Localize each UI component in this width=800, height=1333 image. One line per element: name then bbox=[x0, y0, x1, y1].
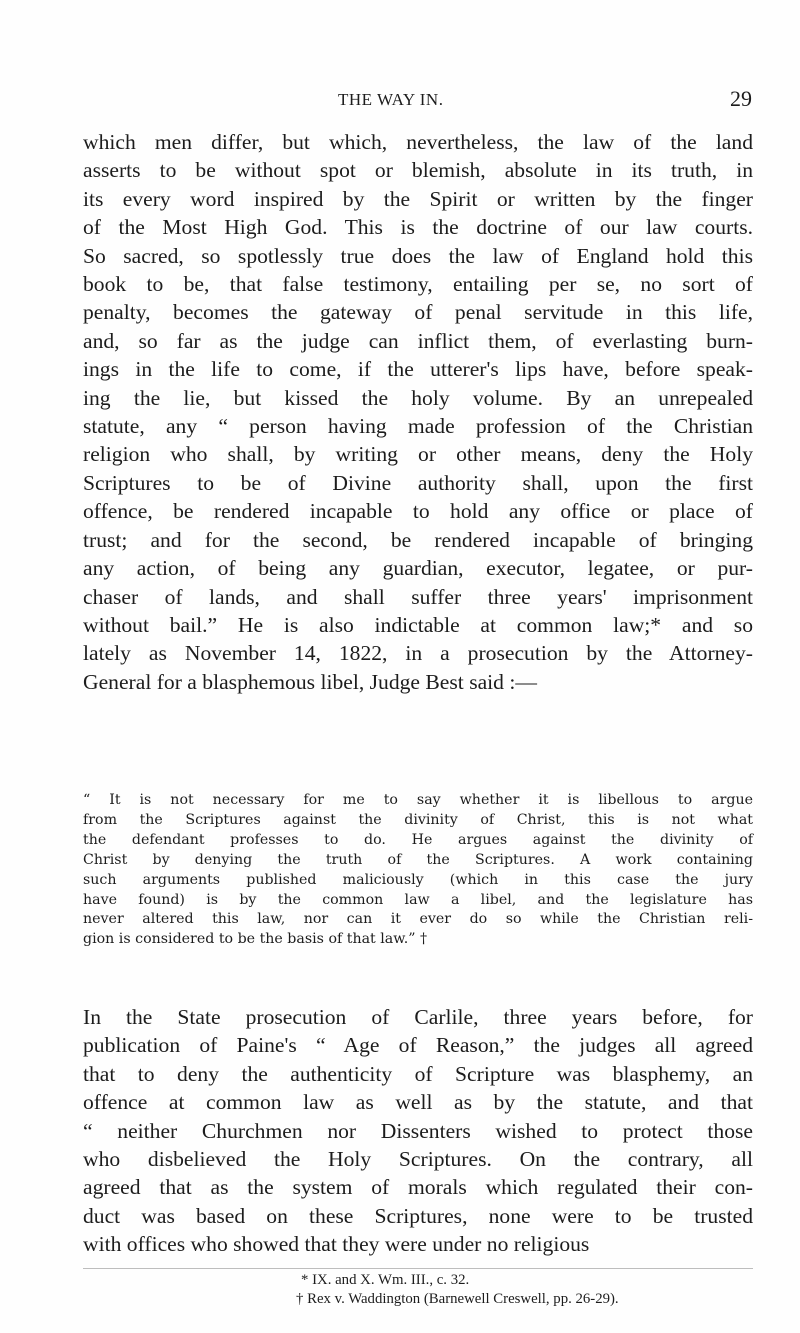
text-line: ing the lie, but kissed the holy volume. By an unrepealed bbox=[83, 385, 753, 410]
text-line: who disbelieved the Holy Scriptures. On the contrary, all bbox=[83, 1147, 753, 1172]
text-line: book to be, that false testimony, entailing per se, no sort of bbox=[83, 272, 753, 297]
text-line: lately as November 14, 1822, in a prosecution by the Attorney- bbox=[83, 641, 753, 666]
quote-line: such arguments published maliciously (which in this case the jury bbox=[83, 871, 753, 888]
block-quote bbox=[83, 791, 753, 950]
text-line: ings in the life to come, if the utterer's lips have, before speak- bbox=[83, 357, 753, 382]
text-line: penalty, becomes the gateway of penal servitude in this life, bbox=[83, 300, 753, 325]
running-head bbox=[80, 86, 752, 116]
text-line: offence at common law as well as by the statute, and that bbox=[83, 1090, 753, 1115]
footnote: * IX. and X. Wm. III., c. 32. bbox=[301, 1272, 470, 1288]
text-line: and, so far as the judge can inflict them, of everlasting burn- bbox=[83, 328, 753, 353]
text-line: offence, be rendered incapable to hold any office or place of bbox=[83, 499, 753, 524]
footnote: † Rex v. Waddington (Barnewell Creswell, pp. 26-29). bbox=[296, 1291, 619, 1307]
footnote-divider bbox=[83, 1268, 753, 1269]
text-line: publication of Paine's “ Age of Reason,” the judges all agreed bbox=[83, 1033, 753, 1058]
text-line: that to deny the authenticity of Scripture was blasphemy, an bbox=[83, 1061, 753, 1086]
text-line: its every word inspired by the Spirit or written by the finger bbox=[83, 186, 753, 211]
text-line: “ neither Churchmen nor Dissenters wished to protect those bbox=[83, 1118, 753, 1143]
text-line: any action, of being any guardian, executor, legatee, or pur- bbox=[83, 556, 753, 581]
quote-line: “ It is not necessary for me to say whether it is libellous to argue bbox=[83, 792, 753, 808]
text-line: with offices who showed that they were under no religious bbox=[83, 1232, 590, 1257]
text-line: of the Most High God. This is the doctrine of our law courts. bbox=[83, 215, 753, 240]
quote-line: the defendant professes to do. He argues against the divinity of bbox=[83, 831, 753, 848]
paragraph-1 bbox=[83, 128, 753, 696]
text-line: trust; and for the second, be rendered incapable of bringing bbox=[83, 527, 753, 552]
text-line: Scriptures to be of Divine authority shall, upon the first bbox=[83, 470, 753, 495]
quote-line: from the Scriptures against the divinity of Christ, this is not what bbox=[83, 811, 753, 828]
text-line: In the State prosecution of Carlile, three years before, for bbox=[83, 1005, 753, 1029]
text-line: without bail.” He is also indictable at common law;* and so bbox=[83, 612, 753, 637]
text-line: asserts to be without spot or blemish, absolute in its truth, in bbox=[83, 158, 753, 183]
text-line: agreed that as the system of morals which regulated their con- bbox=[83, 1175, 753, 1200]
text-line: General for a blasphemous libel, Judge Best said :— bbox=[83, 669, 537, 694]
text-line: duct was based on these Scriptures, none were to be trusted bbox=[83, 1203, 753, 1228]
running-title: THE WAY IN. bbox=[338, 90, 444, 109]
quote-line: Christ by denying the truth of the Scriptures. A work containing bbox=[83, 851, 753, 868]
text-line: which men differ, but which, nevertheless, the law of the land bbox=[83, 130, 753, 154]
text-line: chaser of lands, and shall suffer three years' imprisonment bbox=[83, 584, 753, 609]
quote-line: never altered this law, nor can it ever do so while the Christian reli- bbox=[83, 911, 753, 928]
text-line: statute, any “ person having made profession of the Christian bbox=[83, 414, 753, 439]
text-line: religion who shall, by writing or other means, deny the Holy bbox=[83, 442, 753, 467]
page-number: 29 bbox=[730, 86, 752, 111]
text-line: So sacred, so spotlessly true does the law of England hold this bbox=[83, 243, 753, 268]
quote-line: have found) is by the common law a libel, and the legislature has bbox=[83, 891, 753, 908]
paragraph-2 bbox=[83, 1003, 753, 1259]
footnotes bbox=[296, 1271, 736, 1309]
quote-line: gion is considered to be the basis of that law.” † bbox=[83, 931, 428, 948]
